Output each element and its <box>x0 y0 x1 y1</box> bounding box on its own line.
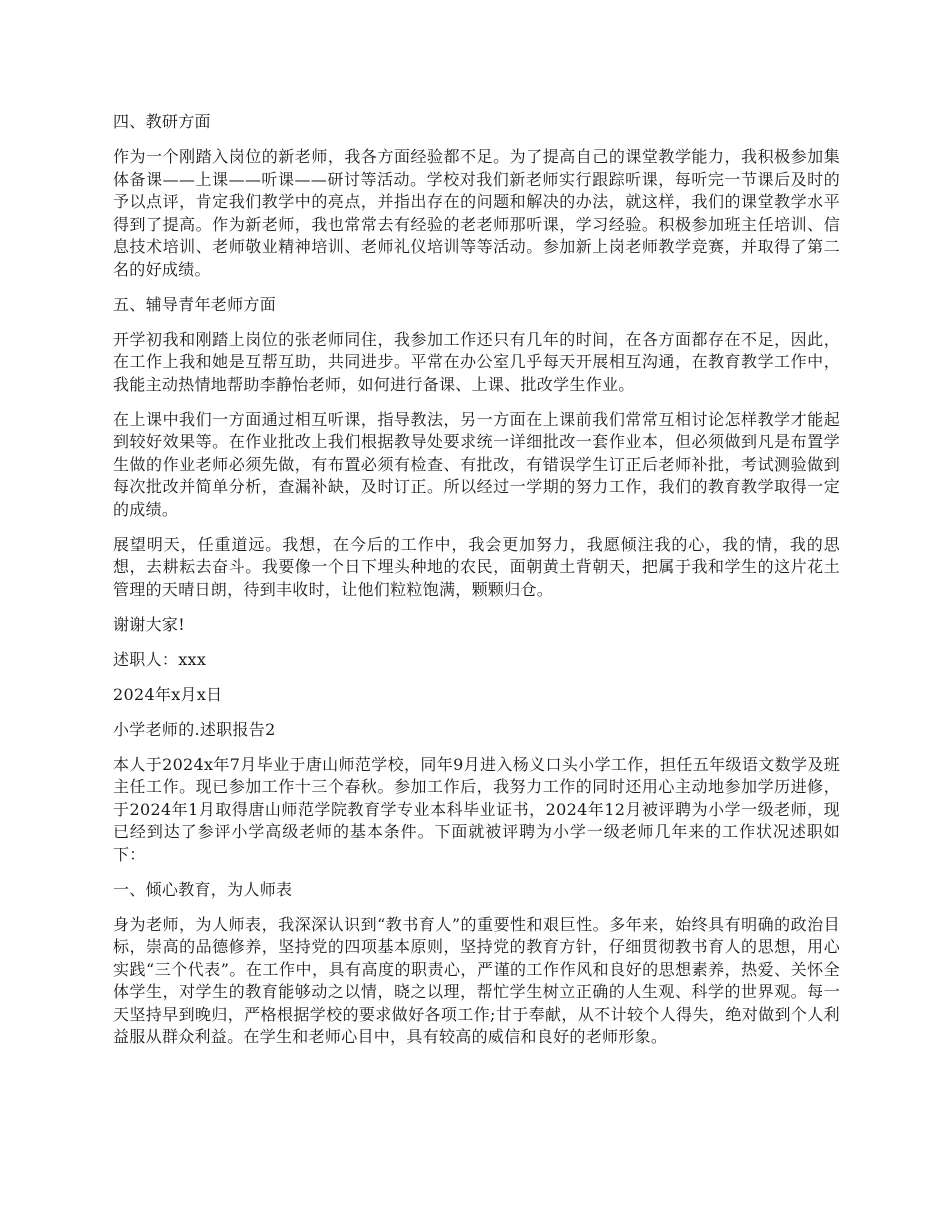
paragraph-outlook: 展望明天，任重道远。我想，在今后的工作中，我会更加努力，我愿倾注我的心，我的情，我的思想，去耕耘去奋斗。我要像一个日下埋头种地的农民，面朝黄土背朝天，把属于我和学生的这片花土管理的天晴日朗，待到丰收时，让他们粒粒饱满，颗颗归仓。 <box>113 534 840 599</box>
section-heading-4: 四、教研方面 <box>113 112 211 131</box>
report-date: 2024年x月x日 <box>113 684 223 704</box>
reporter-signature: 述职人：xxx <box>113 649 207 669</box>
document-page <box>113 111 840 1061</box>
section-heading-5: 五、辅导青年老师方面 <box>113 294 277 314</box>
paragraph-mentoring-2: 在上课中我们一方面通过相互听课，指导教法，另一方面在上课前我们常常互相讨论怎样教学才能起到较好效果等。在作业批改上我们根据教导处要求统一详细批改一套作业本，但必须做到凡是布置学生做的作业老师必须先做，有布置必须有检查、有批改，有错误学生订正后老师补批，考试测验做到每次批改并简单分析，查漏补缺，及时订正。所以经过一学期的努力工作，我们的教育教学取得一定的成绩。 <box>113 409 840 519</box>
paragraph-role-model: 身为老师，为人师表，我深深认识到“教书育人”的重要性和艰巨性。多年来，始终具有明确的政治目标，崇高的品德修养，坚持党的四项基本原则，坚持党的教育方针，仔细贯彻教书育人的思想，用心实践“三个代表”。在工作中，具有高度的职责心，严谨的工作作风和良好的思想素养，热爱、关怀全体学生，对学生的教育能够动之以情，晓之以理，帮忙学生树立正确的人生观、科学的世界观。每一天坚持早到晚归，严格根据学校的要求做好各项工作;甘于奉献，从不计较个人得失，绝对做到个人利益服从群众利益。在学生和老师心目中，具有较高的威信和良好的老师形象。 <box>113 914 840 1046</box>
paragraph-introduction: 本人于2024x年7月毕业于唐山师范学校，同年9月进入杨义口头小学工作，担任五年级语文数学及班主任工作。现已参加工作十三个春秋。参加工作后，我努力工作的同时还用心主动地参加学历进修，于2024年1月取得唐山师范学院教育学专业本科毕业证书，2024年12月被评聘为小学一级老师，现已经到达了参评小学高级老师的基本条件。下面就被评聘为小学一级老师几年来的工作状况述职如下： <box>113 754 840 864</box>
paragraph-teaching-research: 作为一个刚踏入岗位的新老师，我各方面经验都不足。为了提高自己的课堂教学能力，我积极参加集体备课——上课——听课——研讨等活动。学校对我们新老师实行跟踪听课，每听完一节课后及时的予以点评，肯定我们教学中的亮点，并指出存在的问题和解决的办法，就这样，我们的课堂教学水平得到了提高。作为新老师，我也常常去有经验的老老师那听课，学习经验。积极参加班主任培训、信息技术培训、老师敬业精神培训、老师礼仪培训等等活动。参加新上岗老师教学竞赛，并取得了第二名的好成绩。 <box>113 147 840 279</box>
section-heading-1: 一、倾心教育，为人师表 <box>113 879 293 899</box>
report-2-title: 小学老师的.述职报告2 <box>113 719 276 739</box>
paragraph-mentoring-1: 开学初我和刚踏上岗位的张老师同住，我参加工作还只有几年的时间，在各方面都存在不足，因此，在工作上我和她是互帮互助，共同进步。平常在办公室几乎每天开展相互沟通，在教育教学工作中，我能主动热情地帮助李静怡老师，如何进行备课、上课、批改学生作业。 <box>113 329 840 394</box>
closing-thanks: 谢谢大家! <box>113 614 185 634</box>
